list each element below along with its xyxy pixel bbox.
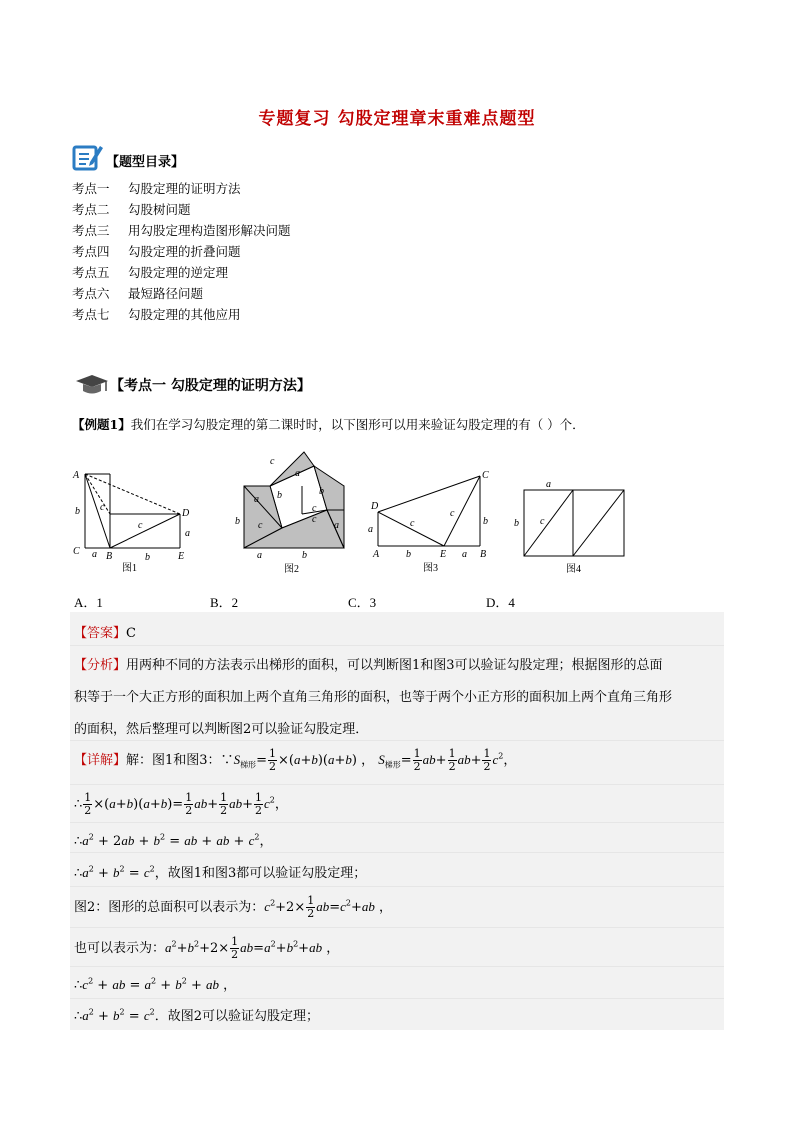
svg-text:b: b bbox=[75, 506, 80, 517]
detail-line-3: $\therefore a^2 + 2ab + b^2$ = ab + ab + $c^2$， bbox=[74, 832, 273, 849]
toc-text: 勾股定理的其他应用 bbox=[128, 307, 241, 322]
fig2-also: 也可以表示为： bbox=[74, 941, 166, 956]
toc-item bbox=[72, 178, 291, 199]
svg-text:a: a bbox=[254, 494, 259, 505]
toc-text: 勾股定理的逆定理 bbox=[128, 265, 229, 280]
toc-item bbox=[72, 304, 291, 325]
detail-line-5: 图2：图形的总面积可以表示为：$c^2+2\times$ $\frac{1}{2}$ $ab=c^2+ab$ ， bbox=[74, 894, 393, 920]
fig3-label-b: B bbox=[480, 549, 487, 560]
trapezoid-subscript: 梯形 bbox=[240, 760, 257, 770]
option-c[interactable]: C．3 bbox=[348, 595, 377, 610]
analysis-line-1 bbox=[74, 654, 663, 673]
toc-text: 勾股定理的折叠问题 bbox=[128, 244, 241, 259]
toc-key: 考点一 bbox=[72, 181, 110, 196]
fig4-caption: 图4 bbox=[566, 564, 581, 575]
svg-text:b: b bbox=[302, 550, 307, 561]
svg-text:b: b bbox=[277, 490, 282, 501]
detail-line-2: ∴ $\frac{1}{2}$ ×(a+b)(a+b)= $\frac{1}{2}$ ab+ $\frac{1}{2}$ ab+ $\frac{1}{2}$ $c^2$， bbox=[74, 791, 288, 817]
svg-text:a: a bbox=[546, 479, 551, 490]
svg-text:a: a bbox=[334, 520, 339, 531]
fig3-label-d: D bbox=[371, 501, 379, 512]
page-title: 专题复习 勾股定理章末重难点题型 bbox=[258, 109, 536, 129]
fig1-label-b: B bbox=[106, 551, 113, 562]
svg-text:c: c bbox=[138, 520, 143, 531]
analysis-line-2: 积等于一个大正方形的面积加上两个直角三角形的面积，也等于两个小正方形的面积加上两个直角三角形 bbox=[74, 690, 673, 705]
svg-text:c: c bbox=[540, 516, 545, 527]
fig1-caption: 图1 bbox=[122, 563, 137, 574]
svg-text:b: b bbox=[483, 516, 488, 527]
toc-item bbox=[72, 283, 291, 304]
toc-key: 考点二 bbox=[72, 202, 110, 217]
svg-text:b: b bbox=[406, 549, 411, 560]
svg-text:b: b bbox=[235, 516, 240, 527]
toc-item bbox=[72, 262, 291, 283]
answer-tag: 【答案】 bbox=[74, 626, 127, 641]
analysis-tag: 【分析】 bbox=[74, 658, 127, 673]
svg-text:a: a bbox=[92, 549, 97, 560]
question bbox=[72, 415, 585, 433]
answer-value: C bbox=[126, 626, 136, 641]
trapezoid-subscript: 梯形 bbox=[384, 760, 401, 770]
svg-text:a: a bbox=[295, 468, 300, 479]
svg-text:c: c bbox=[258, 520, 263, 531]
fig3-caption: 图3 bbox=[423, 563, 438, 574]
detail-line-4: $\therefore a^2 + b^2 = c^2$，故图1和图3都可以验证勾股定理； bbox=[74, 864, 367, 881]
detail-tag: 【详解】 bbox=[74, 753, 127, 768]
figure-4 bbox=[510, 476, 630, 576]
option-d[interactable]: D．4 bbox=[486, 595, 515, 610]
toc-text: 最短路径问题 bbox=[128, 286, 204, 301]
fig1-conclusion: ，故图1和图3都可以验证勾股定理； bbox=[154, 866, 367, 881]
figure-3 bbox=[368, 464, 498, 574]
toc-key: 考点六 bbox=[72, 286, 110, 301]
toc-key: 考点四 bbox=[72, 244, 110, 259]
fig1-label-e: E bbox=[178, 551, 185, 562]
question-text: 我们在学习勾股定理的第二课时时，以下图形可以用来验证勾股定理的有（ ）个． bbox=[130, 417, 585, 432]
svg-text:c: c bbox=[450, 508, 455, 519]
toc-text: 勾股树问题 bbox=[128, 202, 191, 217]
fig2-intro: 图2：图形的总面积可以表示为： bbox=[74, 900, 265, 915]
detail-intro: 解：图1和图3：∵ bbox=[126, 753, 234, 768]
section-heading: 【考点一 勾股定理的证明方法】 bbox=[110, 378, 311, 394]
answer-panel bbox=[70, 612, 724, 1030]
svg-text:c: c bbox=[270, 456, 275, 467]
svg-text:c: c bbox=[312, 503, 317, 514]
toc-list bbox=[72, 178, 291, 325]
question-label: 【例题1】 bbox=[72, 417, 131, 432]
svg-text:b: b bbox=[145, 552, 150, 563]
toc-heading: 【题型目录】 bbox=[106, 155, 185, 170]
fig3-label-c: C bbox=[482, 470, 489, 481]
toc-key: 考点七 bbox=[72, 307, 110, 322]
detail-line-6: 也可以表示为：$a^2+b^2+2\times$ $\frac{1}{2}$ $ab=a^2+b^2+ab$ ， bbox=[74, 935, 340, 961]
toc-item bbox=[72, 241, 291, 262]
fig3-label-e: E bbox=[440, 549, 447, 560]
svg-text:b: b bbox=[319, 486, 324, 497]
svg-text:a: a bbox=[257, 550, 262, 561]
toc-item bbox=[72, 199, 291, 220]
detail-line-8: $\therefore a^2 + b^2 = c^2$．故图2可以验证勾股定理； bbox=[74, 1007, 319, 1024]
toc-text: 用勾股定理构造图形解决问题 bbox=[128, 223, 291, 238]
figure-1 bbox=[70, 464, 200, 574]
toc-item bbox=[72, 220, 291, 241]
svg-text:c: c bbox=[312, 514, 317, 525]
fig1-label-c: C bbox=[73, 546, 80, 557]
analysis-text: 用两种不同的方法表示出梯形的面积，可以判断图1和图3可以验证勾股定理；根据图形的总面 bbox=[126, 658, 663, 673]
svg-text:a: a bbox=[185, 528, 190, 539]
notepad-pencil-icon bbox=[72, 142, 104, 172]
option-a[interactable]: A．1 bbox=[74, 595, 103, 610]
answer-line bbox=[74, 622, 136, 641]
figure-2 bbox=[232, 448, 362, 578]
detail-line-1: 【详解】解：图1和图3：$\because S_{梯形}=$ $\frac{1}{2}$ ×(a+b)(a+b) ， $S_{梯形}=$ $\frac{1}{2}$ ab+ $\frac{1}{2}$ ab+ $\frac{1}{2}$ $c^2$， bbox=[74, 747, 517, 773]
svg-text:a: a bbox=[462, 549, 467, 560]
toc-key: 考点三 bbox=[72, 223, 110, 238]
toc-key: 考点五 bbox=[72, 265, 110, 280]
analysis-line-3: 的面积，然后整理可以判断图2可以验证勾股定理． bbox=[74, 722, 369, 737]
svg-text:c: c bbox=[100, 502, 105, 513]
option-b[interactable]: B．2 bbox=[210, 595, 239, 610]
svg-text:c: c bbox=[410, 518, 415, 529]
fig1-label-a: A bbox=[73, 470, 80, 481]
fig1-label-d: D bbox=[182, 508, 190, 519]
detail-line-7: $\therefore c^2$ + ab = $a^2 + b^2$ + ab ， bbox=[74, 976, 237, 993]
graduation-cap-icon bbox=[74, 372, 110, 396]
toc-text: 勾股定理的证明方法 bbox=[128, 181, 241, 196]
svg-text:b: b bbox=[514, 518, 519, 529]
fig2-caption: 图2 bbox=[284, 564, 299, 575]
fig3-label-a: A bbox=[373, 549, 380, 560]
svg-text:a: a bbox=[368, 524, 373, 535]
fig2-conclusion: ．故图2可以验证勾股定理； bbox=[154, 1009, 319, 1024]
